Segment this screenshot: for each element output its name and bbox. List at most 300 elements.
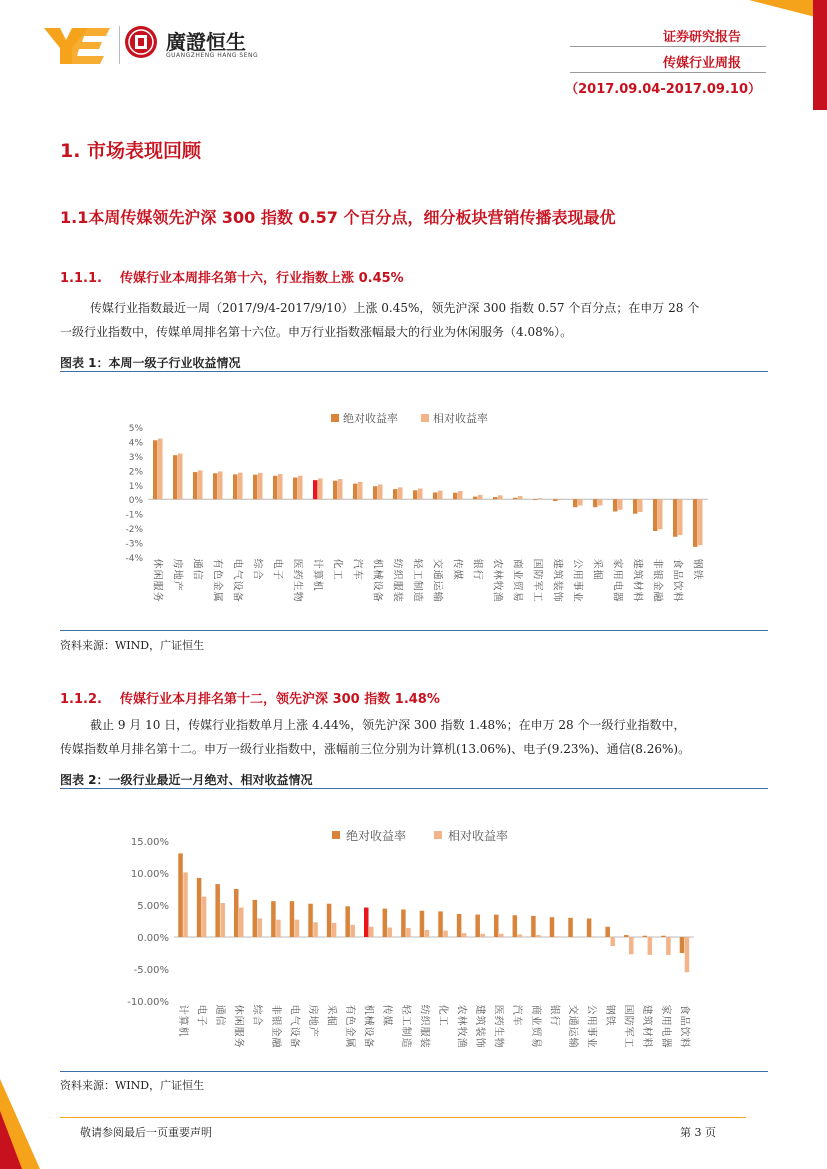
svg-text:备: 备	[288, 1037, 300, 1048]
x-tick-label	[381, 1005, 394, 1026]
paragraph-2-line-1: 截止 9 月 10 日，传媒行业指数单月上涨 4.44%，领先沪深 300 指数 1.48%；在申万 28 个一级行业指数中，	[90, 718, 686, 732]
svg-text:品: 品	[678, 1015, 690, 1026]
svg-text:食: 食	[671, 558, 683, 569]
bar-relative	[318, 478, 323, 499]
bar-relative	[258, 918, 263, 937]
bar-absolute	[624, 935, 629, 937]
bar-absolute	[173, 455, 178, 499]
bar-relative	[388, 928, 393, 937]
bar-absolute	[327, 904, 332, 937]
bar-relative	[438, 491, 443, 500]
svg-text:媒: 媒	[381, 1015, 393, 1026]
bar-absolute	[197, 878, 202, 937]
x-tick-label	[530, 1005, 543, 1048]
bar-relative	[555, 936, 560, 937]
svg-text:汽: 汽	[511, 1004, 523, 1015]
svg-text:化: 化	[331, 558, 343, 569]
x-tick-label	[472, 559, 485, 580]
x-tick-label	[212, 559, 225, 602]
svg-text:有: 有	[344, 1004, 356, 1015]
bar-absolute	[550, 917, 555, 937]
corner-stripe-bottom	[0, 1111, 22, 1169]
svg-text:用: 用	[585, 1015, 597, 1026]
svg-text:事: 事	[585, 1026, 597, 1037]
y-tick-label: 2%	[128, 467, 143, 478]
bar-absolute	[233, 474, 238, 499]
svg-text:器: 器	[611, 591, 623, 602]
svg-text:纺: 纺	[391, 558, 403, 569]
x-tick-label	[586, 1005, 599, 1048]
svg-text:械: 械	[371, 569, 383, 580]
bar-relative	[638, 499, 643, 512]
svg-text:造: 造	[399, 1037, 411, 1048]
svg-text:掘: 掘	[591, 569, 603, 580]
svg-text:铁: 铁	[604, 1015, 616, 1026]
x-tick-label	[412, 559, 425, 602]
svg-text:饰: 饰	[474, 1037, 486, 1048]
svg-text:车: 车	[351, 569, 363, 580]
x-tick-label	[196, 1005, 209, 1026]
bar-absolute	[494, 915, 499, 937]
svg-text:药: 药	[291, 569, 303, 580]
bar-absolute	[373, 486, 378, 499]
svg-text:商: 商	[511, 558, 523, 569]
svg-text:工: 工	[531, 591, 543, 602]
svg-text:用: 用	[571, 569, 583, 580]
report-name: 传媒行业周报	[662, 56, 741, 71]
svg-text:子: 子	[195, 1015, 207, 1026]
svg-text:轻: 轻	[399, 1004, 411, 1015]
svg-text:色: 色	[344, 1015, 356, 1026]
svg-text:务: 务	[232, 1037, 244, 1048]
svg-text:易: 易	[529, 1037, 541, 1048]
chart-weekly-returns	[120, 405, 710, 625]
svg-text:织: 织	[418, 1015, 430, 1026]
x-tick-label	[692, 559, 705, 580]
svg-text:金: 金	[269, 1026, 281, 1037]
svg-text:交: 交	[566, 1004, 578, 1015]
svg-text:地: 地	[306, 1015, 318, 1026]
svg-text:生: 生	[291, 580, 303, 591]
svg-text:输: 输	[566, 1037, 578, 1048]
bar-absolute	[531, 916, 536, 937]
bar-relative	[332, 923, 337, 937]
bar-relative	[358, 482, 363, 499]
x-tick-label	[604, 1005, 617, 1026]
y-tick-label: -3%	[125, 539, 143, 550]
svg-text:装: 装	[418, 1037, 430, 1048]
svg-text:制: 制	[411, 580, 423, 591]
x-tick-label	[548, 1005, 561, 1026]
svg-text:闲: 闲	[232, 1015, 244, 1026]
bar-relative	[458, 491, 463, 499]
figure-2-title: 图表 2：一级行业最近一月绝对、相对收益情况	[60, 773, 313, 787]
x-tick-label	[152, 559, 165, 602]
bar-absolute	[313, 480, 318, 499]
svg-text:制: 制	[399, 1026, 411, 1037]
svg-text:算: 算	[176, 1015, 188, 1026]
bar-absolute	[193, 472, 198, 499]
svg-text:饮: 饮	[671, 580, 683, 591]
legend-swatch-relative	[434, 831, 442, 839]
svg-text:电: 电	[288, 1004, 300, 1015]
paragraph-1-line-2: 一级行业指数中，传媒单周排名第十六位。申万行业指数涨幅最大的行业为休闲服务（4.08%）。	[60, 325, 573, 339]
bar-absolute	[673, 499, 678, 537]
svg-text:有: 有	[211, 558, 223, 569]
x-tick-label	[678, 1005, 691, 1048]
bar-relative	[629, 937, 634, 954]
bar-absolute	[178, 853, 183, 937]
bar-relative	[218, 471, 223, 499]
svg-text:食: 食	[678, 1004, 690, 1015]
svg-text:筑: 筑	[631, 569, 643, 580]
y-tick-label: 3%	[128, 452, 143, 463]
svg-text:设: 设	[288, 1026, 300, 1037]
bar-relative	[610, 937, 615, 946]
bar-absolute	[213, 473, 218, 499]
bar-relative	[238, 473, 243, 500]
bar-absolute	[383, 909, 388, 937]
footer-disclaimer: 敬请参阅最后一页重要声明	[80, 1126, 212, 1139]
svg-text:机: 机	[311, 580, 323, 591]
section-1-title: 1. 市场表现回顾	[60, 140, 202, 162]
y-tick-label: 1%	[128, 481, 143, 492]
svg-text:料: 料	[671, 591, 683, 602]
y-tick-label: 0%	[128, 496, 143, 507]
bar-absolute	[633, 499, 638, 513]
svg-text:通: 通	[191, 558, 203, 569]
x-tick-label	[252, 559, 265, 580]
section-1-1-title: 1.1本周传媒领先沪深 300 指数 0.57 个百分点，细分板块营销传播表现最优	[60, 208, 616, 227]
seal-icon	[124, 25, 158, 59]
bar-absolute	[290, 901, 295, 937]
x-tick-label	[437, 1005, 450, 1026]
bar-relative	[478, 495, 483, 499]
svg-text:行: 行	[471, 569, 483, 580]
svg-text:业: 业	[529, 1015, 541, 1026]
footer-rule	[60, 1117, 746, 1118]
bar-absolute	[413, 490, 418, 499]
y-tick-label: 5.00%	[137, 901, 169, 912]
bar-absolute	[457, 914, 462, 937]
report-type: 证券研究报告	[662, 30, 741, 45]
bar-absolute	[308, 904, 313, 937]
svg-text:品: 品	[671, 569, 683, 580]
bar-relative	[518, 496, 523, 499]
legend-label-relative: 相对收益率	[433, 412, 488, 425]
bar-absolute	[553, 499, 558, 501]
x-tick-label	[307, 1005, 320, 1037]
svg-text:筑: 筑	[474, 1015, 486, 1026]
svg-text:轻: 轻	[411, 558, 423, 569]
svg-text:电: 电	[611, 580, 623, 591]
svg-text:交: 交	[431, 558, 443, 569]
x-tick-label	[612, 559, 625, 602]
svg-text:车: 车	[511, 1015, 523, 1026]
bar-relative	[406, 928, 411, 937]
svg-text:渔: 渔	[491, 591, 503, 602]
svg-text:产: 产	[306, 1026, 318, 1037]
bar-absolute	[653, 499, 658, 531]
y-tick-label: 5%	[128, 424, 143, 434]
x-tick-label	[512, 559, 525, 602]
x-tick-label	[332, 559, 345, 580]
bar-relative	[198, 470, 203, 499]
bar-relative	[338, 479, 343, 499]
svg-text:计: 计	[311, 558, 323, 569]
bar-relative	[418, 489, 423, 500]
svg-text:军: 军	[622, 1026, 634, 1037]
svg-text:料: 料	[678, 1037, 690, 1048]
bar-absolute	[613, 499, 618, 511]
brand-name: 廣證恒生	[166, 30, 246, 54]
bar-relative	[278, 474, 283, 499]
x-tick-label	[492, 559, 505, 602]
x-tick-label	[233, 1005, 246, 1048]
svg-text:机: 机	[362, 1004, 374, 1015]
bar-relative	[518, 934, 523, 937]
x-tick-label	[344, 1005, 357, 1048]
svg-text:业: 业	[585, 1037, 597, 1048]
svg-text:工: 工	[331, 569, 343, 580]
header-rule-1	[570, 46, 766, 47]
svg-text:输: 输	[431, 591, 443, 602]
svg-text:林: 林	[491, 569, 503, 580]
bar-relative	[499, 934, 504, 937]
svg-text:事: 事	[571, 580, 583, 591]
svg-text:房: 房	[171, 558, 183, 569]
svg-text:公: 公	[585, 1004, 597, 1015]
x-tick-label	[552, 559, 565, 602]
svg-text:融: 融	[269, 1037, 281, 1048]
x-tick-label	[177, 1005, 190, 1037]
svg-text:工: 工	[622, 1037, 634, 1048]
bar-relative	[276, 920, 281, 937]
bar-relative	[158, 439, 163, 500]
svg-text:建: 建	[641, 1004, 653, 1015]
bar-relative	[258, 473, 263, 499]
bar-relative	[220, 903, 225, 937]
svg-text:业: 业	[511, 569, 523, 580]
x-tick-label	[251, 1005, 264, 1026]
svg-text:料: 料	[631, 591, 643, 602]
svg-text:传: 传	[451, 558, 463, 569]
svg-text:装: 装	[474, 1026, 486, 1037]
bar-relative	[443, 931, 448, 937]
figure-2-bottom-rule	[60, 1071, 768, 1072]
bar-relative	[425, 930, 430, 937]
svg-text:筑: 筑	[551, 569, 563, 580]
svg-text:通: 通	[431, 569, 443, 580]
svg-text:材: 材	[631, 580, 643, 591]
svg-text:银: 银	[269, 1015, 281, 1026]
x-tick-label	[511, 1005, 523, 1026]
x-tick-label	[456, 1005, 469, 1048]
svg-text:铁: 铁	[691, 569, 703, 580]
bar-absolute	[587, 918, 592, 937]
x-tick-label	[292, 559, 305, 602]
svg-text:传: 传	[381, 1004, 393, 1015]
bar-relative	[598, 499, 603, 505]
bar-relative	[592, 937, 597, 938]
svg-text:运: 运	[431, 580, 443, 591]
bar-relative	[378, 484, 383, 499]
svg-text:防: 防	[622, 1015, 634, 1026]
x-tick-label	[632, 559, 645, 602]
svg-text:综: 综	[251, 1004, 263, 1015]
svg-text:掘: 掘	[325, 1015, 337, 1026]
svg-text:采: 采	[325, 1004, 337, 1015]
bar-relative	[578, 499, 583, 505]
svg-text:休: 休	[151, 558, 163, 569]
x-tick-label	[214, 1005, 227, 1026]
figure-2-top-rule	[60, 788, 768, 789]
bar-relative	[369, 927, 374, 937]
bar-absolute	[401, 909, 406, 937]
svg-text:公: 公	[571, 558, 583, 569]
bar-absolute	[693, 499, 698, 547]
svg-text:电: 电	[231, 558, 243, 569]
x-tick-label	[432, 559, 445, 602]
bar-relative	[313, 922, 318, 937]
svg-text:器: 器	[659, 1037, 671, 1048]
bar-relative	[183, 872, 188, 937]
svg-text:通: 通	[566, 1015, 578, 1026]
svg-text:医: 医	[492, 1004, 504, 1015]
x-tick-label	[672, 559, 685, 602]
x-tick-label	[567, 1005, 580, 1048]
legend-swatch-absolute	[331, 414, 339, 422]
svg-text:银: 银	[471, 558, 483, 569]
y-tick-label: 10.00%	[130, 869, 169, 880]
y-tick-label: -1%	[125, 510, 143, 521]
bar-relative	[573, 937, 578, 938]
bar-absolute	[568, 918, 573, 937]
x-tick-label	[493, 1005, 506, 1048]
svg-text:合: 合	[251, 1015, 263, 1026]
svg-text:工: 工	[436, 1015, 448, 1026]
bar-absolute	[353, 484, 358, 500]
bar-absolute	[234, 889, 239, 937]
svg-text:计: 计	[176, 1004, 188, 1015]
svg-text:采: 采	[591, 558, 603, 569]
bar-relative	[202, 897, 207, 937]
bar-absolute	[473, 497, 478, 500]
svg-text:工: 工	[399, 1015, 411, 1026]
x-tick-label	[288, 1005, 301, 1048]
x-tick-label	[532, 559, 544, 602]
svg-text:易: 易	[511, 591, 523, 602]
x-tick-label	[392, 559, 405, 602]
svg-text:家: 家	[611, 558, 623, 569]
svg-text:农: 农	[455, 1004, 467, 1015]
bar-relative	[558, 499, 563, 500]
svg-text:闲: 闲	[151, 569, 163, 580]
section-1-1-1-title: 1.1.1. 传媒行业本周排名第十六，行业指数上涨 0.45%	[60, 271, 404, 286]
bar-relative	[350, 925, 355, 937]
svg-text:电: 电	[271, 558, 283, 569]
x-tick-label	[312, 559, 325, 591]
chart-monthly-returns	[90, 820, 710, 1065]
svg-text:装: 装	[551, 580, 563, 591]
bar-absolute	[453, 493, 458, 500]
bar-relative	[178, 453, 183, 499]
svg-text:电: 电	[659, 1026, 671, 1037]
x-tick-label	[641, 1005, 654, 1048]
bar-absolute	[513, 498, 518, 499]
x-tick-label	[623, 1005, 635, 1048]
svg-text:物: 物	[291, 591, 303, 602]
bar-relative	[666, 937, 671, 955]
x-tick-label	[270, 1005, 283, 1049]
svg-text:用: 用	[611, 569, 623, 580]
bar-relative	[658, 499, 663, 529]
bar-absolute	[293, 478, 298, 500]
svg-text:建: 建	[631, 558, 643, 569]
svg-text:备: 备	[371, 591, 383, 602]
svg-text:造: 造	[411, 591, 423, 602]
svg-text:物: 物	[492, 1037, 504, 1048]
bar-relative	[698, 499, 703, 545]
bar-relative	[298, 476, 303, 499]
legend-label-absolute: 绝对收益率	[346, 829, 407, 843]
svg-text:医: 医	[291, 558, 303, 569]
brand-name-en: GUANGZHENG HANG SENG	[166, 52, 259, 59]
svg-text:设: 设	[231, 580, 243, 591]
legend-swatch-absolute	[332, 831, 340, 839]
bar-absolute	[153, 440, 158, 499]
svg-text:服: 服	[232, 1026, 244, 1037]
bar-relative	[498, 495, 503, 499]
svg-text:备: 备	[362, 1037, 374, 1048]
x-tick-label	[418, 1005, 431, 1048]
svg-text:国: 国	[531, 558, 543, 569]
paragraph-2-line-2: 传媒指数单月排名第十二。申万一级行业指数中，涨幅前三位分别为计算机(13.06%)、电子(9.23%)、通信(8.26%)。	[60, 742, 691, 756]
bar-absolute	[345, 906, 350, 937]
x-tick-label	[232, 559, 245, 602]
bar-relative	[295, 920, 300, 937]
bar-absolute	[420, 911, 425, 937]
bar-absolute	[593, 499, 598, 507]
svg-text:渔: 渔	[455, 1037, 467, 1048]
x-tick-label	[660, 1005, 673, 1048]
svg-text:属: 属	[344, 1037, 356, 1048]
x-tick-label	[572, 559, 585, 602]
bar-absolute	[253, 900, 257, 937]
svg-text:材: 材	[641, 1026, 653, 1037]
svg-text:综: 综	[251, 558, 263, 569]
svg-text:休: 休	[232, 1004, 244, 1015]
x-tick-label	[363, 1005, 376, 1048]
bar-relative	[239, 908, 244, 937]
svg-text:牧: 牧	[455, 1026, 467, 1037]
legend-label-relative: 相对收益率	[448, 829, 509, 843]
page-number: 第 3 页	[680, 1126, 716, 1139]
svg-text:械: 械	[362, 1015, 374, 1026]
x-tick-label	[592, 559, 605, 580]
svg-text:化: 化	[436, 1004, 448, 1015]
bar-relative	[462, 933, 467, 937]
svg-text:设: 设	[362, 1026, 374, 1037]
svg-text:贸: 贸	[529, 1026, 541, 1037]
svg-text:算: 算	[311, 569, 323, 580]
svg-text:通: 通	[214, 1004, 226, 1015]
x-tick-label	[326, 1005, 339, 1026]
svg-text:行: 行	[548, 1015, 560, 1026]
svg-text:服: 服	[391, 580, 403, 591]
corner-stripe-top	[813, 0, 827, 110]
x-tick-label	[474, 1005, 487, 1048]
